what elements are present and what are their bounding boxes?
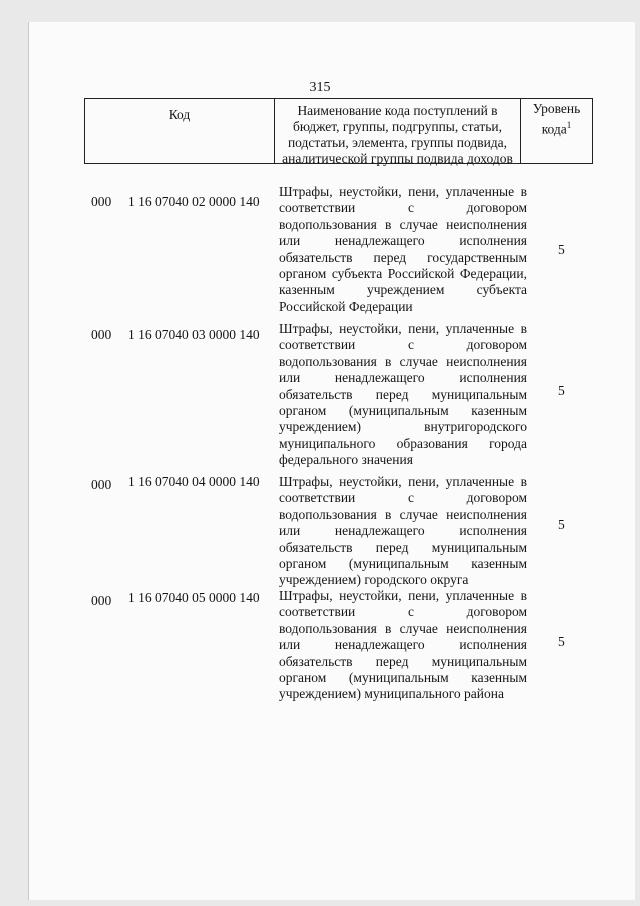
row-2-description: Штрафы, неустойки, пени, уплаченные в соответствии с договором водопользования в случае неисполнения или ненадлежащего исполнения обязательств перед муниципальным органом (муниципальным казенным учреждением) внутригородского муниципального образования города федерального значения bbox=[279, 321, 527, 468]
row-3-code: 1 16 07040 04 0000 140 bbox=[128, 474, 260, 489]
header-name: Наименование кода поступлений в бюджет, группы, подгруппы, статьи, подстатьи, элемента, группы подвида, аналитической группы подвида доходов bbox=[275, 99, 521, 163]
row-3-level: 5 bbox=[558, 517, 565, 532]
row-3-description: Штрафы, неустойки, пени, уплаченные в соответствии с договором водопользования в случае неисполнения или ненадлежащего исполнения обязательств перед муниципальным органом (муниципальным казенным учреждением) городского округа bbox=[279, 474, 527, 588]
row-4-description: Штрафы, неустойки, пени, уплаченные в соответствии с договором водопользования в случае неисполнения или ненадлежащего исполнения обязательств перед муниципальным органом (муниципальным казенным учреждением) муниципального района bbox=[279, 588, 527, 702]
header-level bbox=[521, 99, 592, 163]
row-2-code: 1 16 07040 03 0000 140 bbox=[128, 327, 260, 342]
row-4-level: 5 bbox=[558, 634, 565, 649]
header-level-label: Уровень кода bbox=[532, 101, 581, 137]
row-1-prefix: 000 bbox=[91, 194, 112, 209]
row-1-code: 1 16 07040 02 0000 140 bbox=[128, 194, 260, 209]
row-4-code: 1 16 07040 05 0000 140 bbox=[128, 590, 260, 605]
row-1-level: 5 bbox=[558, 242, 565, 257]
row-3-prefix: 000 bbox=[91, 477, 112, 492]
row-2-level: 5 bbox=[558, 383, 565, 398]
row-4-prefix: 000 bbox=[91, 593, 112, 608]
page-number: 315 bbox=[309, 80, 331, 95]
row-1-description: Штрафы, неустойки, пени, уплаченные в соответствии с договором водопользования в случае неисполнения или ненадлежащего исполнения обязательств перед государственным органом субъекта Российской Федерации, казенным учреждением субъекта Российской Федерации bbox=[279, 184, 527, 314]
row-2-prefix: 000 bbox=[91, 327, 112, 342]
footnote-marker: 1 bbox=[566, 120, 572, 130]
header-code: Код bbox=[85, 99, 275, 163]
table-header bbox=[84, 98, 593, 164]
